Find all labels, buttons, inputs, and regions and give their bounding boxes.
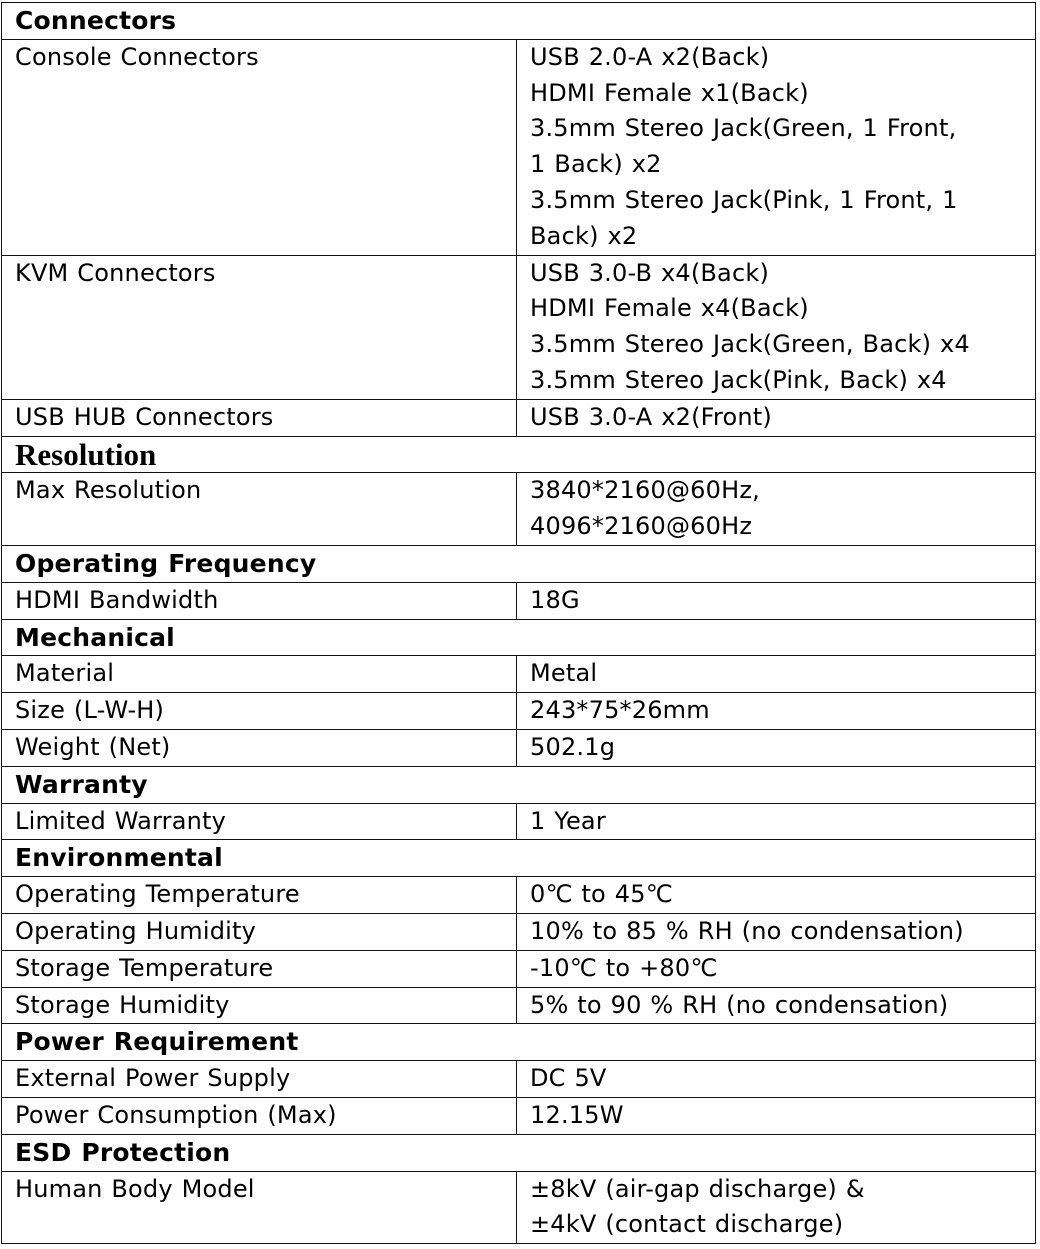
spec-value (517, 950, 1036, 987)
section-header-power-requirement (2, 1024, 1036, 1061)
spec-value-line: DC 5V (530, 1064, 607, 1093)
spec-label: Size (L-W-H) (2, 693, 517, 730)
spec-value (517, 399, 1036, 436)
section-header-operating-frequency (2, 545, 1036, 582)
spec-row-console-connectors (2, 39, 1036, 255)
spec-value-line: 10% to 85 % RH (no condensation) (530, 916, 964, 945)
section-title: Environmental (2, 840, 1036, 877)
spec-value-line: 12.15W (530, 1100, 624, 1129)
section-title: Power Requirement (2, 1024, 1036, 1061)
spec-row-storage-humidity (2, 987, 1036, 1024)
section-header-connectors (2, 3, 1036, 40)
spec-row-operating-temperature (2, 877, 1036, 914)
spec-value-line: 1 Back) x2 (530, 150, 662, 179)
spec-value-line: USB 2.0-A x2(Back) (530, 42, 770, 71)
spec-row-usb-hub-connectors (2, 399, 1036, 436)
spec-value-line: -10℃ to +80℃ (530, 953, 718, 982)
section-title: Operating Frequency (2, 545, 1036, 582)
spec-value-line: 18G (530, 585, 580, 614)
spec-value-line: 3840*2160@60Hz, (530, 476, 760, 505)
spec-label: Operating Humidity (2, 913, 517, 950)
spec-value-line: 1 Year (530, 806, 606, 835)
spec-value (517, 39, 1036, 255)
spec-value-line: ±4kV (contact discharge) (530, 1210, 844, 1239)
spec-value-line: Metal (530, 659, 598, 688)
spec-value-line: 3.5mm Stereo Jack(Green, 1 Front, (530, 114, 957, 143)
section-title: Warranty (2, 766, 1036, 803)
spec-row-limited-warranty (2, 803, 1036, 840)
spec-label: Console Connectors (2, 39, 517, 255)
spec-value-line: 502.1g (530, 732, 616, 761)
spec-value-line: USB 3.0-B x4(Back) (530, 258, 770, 287)
spec-value-line: 3.5mm Stereo Jack(Pink, 1 Front, 1 (530, 185, 958, 214)
spec-row-storage-temperature (2, 950, 1036, 987)
spec-value (517, 656, 1036, 693)
spec-value (517, 877, 1036, 914)
spec-value (517, 1097, 1036, 1134)
spec-value-line: ±8kV (air-gap discharge) & (530, 1174, 865, 1203)
spec-label: Power Consumption (Max) (2, 1097, 517, 1134)
section-header-resolution (2, 436, 1036, 473)
spec-value-line: 243*75*26mm (530, 696, 710, 725)
spec-label: Max Resolution (2, 473, 517, 546)
spec-label: Weight (Net) (2, 729, 517, 766)
spec-row-power-consumption (2, 1097, 1036, 1134)
spec-label: Storage Temperature (2, 950, 517, 987)
spec-value (517, 473, 1036, 546)
spec-label: Storage Humidity (2, 987, 517, 1024)
spec-value-line: 3.5mm Stereo Jack(Green, Back) x4 (530, 330, 970, 359)
section-header-environmental (2, 840, 1036, 877)
spec-row-external-power-supply (2, 1061, 1036, 1098)
spec-row-material (2, 656, 1036, 693)
section-title: ESD Protection (2, 1134, 1036, 1171)
section-header-mechanical (2, 619, 1036, 656)
spec-label: Limited Warranty (2, 803, 517, 840)
spec-row-size (2, 693, 1036, 730)
spec-row-max-resolution (2, 473, 1036, 546)
spec-label: HDMI Bandwidth (2, 582, 517, 619)
spec-value-line: 5% to 90 % RH (no condensation) (530, 990, 949, 1019)
section-title: Mechanical (2, 619, 1036, 656)
section-header-warranty (2, 766, 1036, 803)
spec-value-line: HDMI Female x4(Back) (530, 294, 809, 323)
spec-label: KVM Connectors (2, 255, 517, 399)
spec-value-line: USB 3.0-A x2(Front) (530, 402, 772, 431)
spec-value-line: 0℃ to 45℃ (530, 880, 673, 909)
spec-label: Operating Temperature (2, 877, 517, 914)
spec-value (517, 913, 1036, 950)
section-title: Resolution (2, 436, 1036, 473)
spec-value-line: HDMI Female x1(Back) (530, 78, 809, 107)
section-title: Connectors (2, 3, 1036, 40)
spec-row-kvm-connectors (2, 255, 1036, 399)
spec-value (517, 693, 1036, 730)
spec-label: Human Body Model (2, 1171, 517, 1244)
section-header-esd-protection (2, 1134, 1036, 1171)
spec-value-line: 3.5mm Stereo Jack(Pink, Back) x4 (530, 365, 947, 394)
spec-label: USB HUB Connectors (2, 399, 517, 436)
spec-value-line: 4096*2160@60Hz (530, 512, 753, 541)
spec-value (517, 1171, 1036, 1244)
spec-value (517, 987, 1036, 1024)
spec-label: Material (2, 656, 517, 693)
spec-value (517, 1061, 1036, 1098)
spec-row-weight (2, 729, 1036, 766)
spec-value-line: Back) x2 (530, 221, 638, 250)
spec-value (517, 255, 1036, 399)
specification-table (1, 2, 1036, 1244)
spec-row-human-body-model (2, 1171, 1036, 1244)
spec-value (517, 803, 1036, 840)
spec-label: External Power Supply (2, 1061, 517, 1098)
spec-value (517, 582, 1036, 619)
spec-value (517, 729, 1036, 766)
spec-row-hdmi-bandwidth (2, 582, 1036, 619)
spec-row-operating-humidity (2, 913, 1036, 950)
